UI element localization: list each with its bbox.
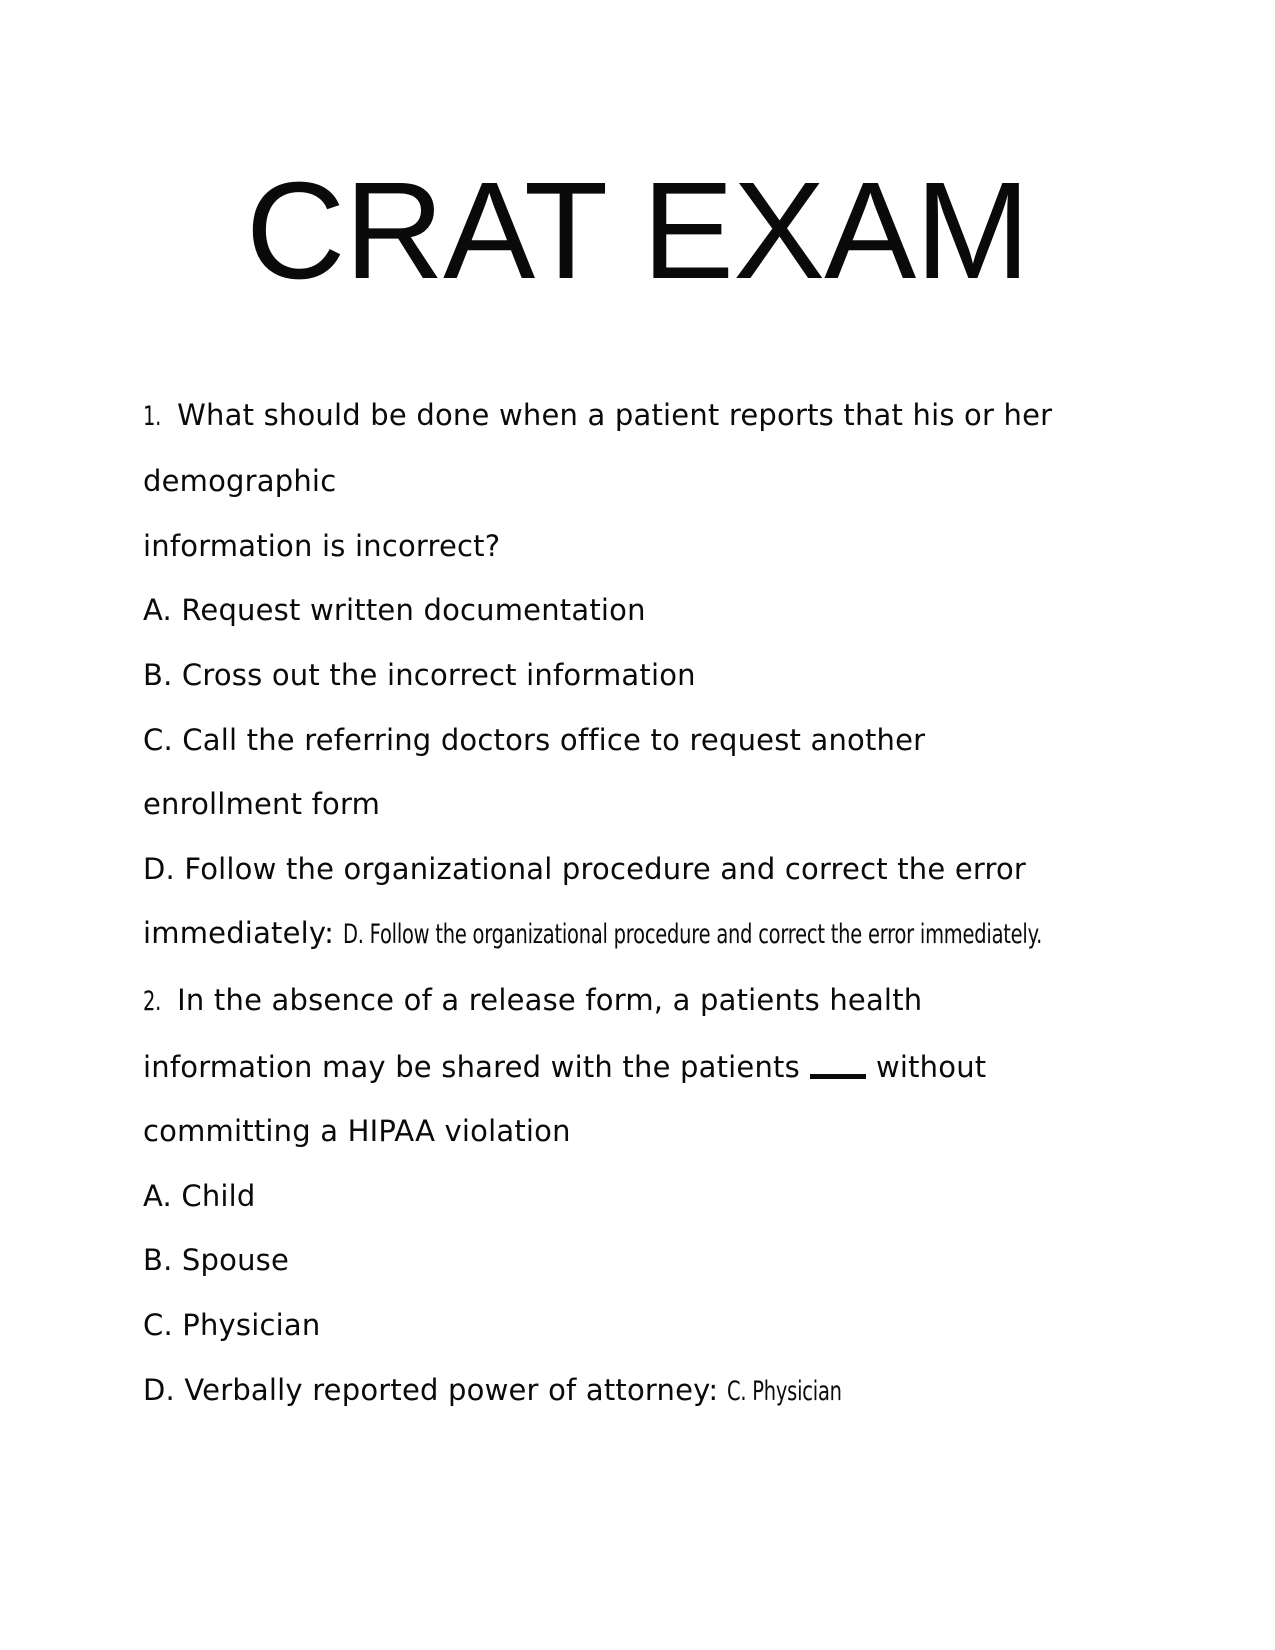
line-text: immediately: <box>143 916 335 951</box>
line-text: information is incorrect? <box>143 528 501 563</box>
text-line <box>143 578 1195 643</box>
text-line <box>143 1035 1195 1100</box>
fill-in-blank <box>810 1074 866 1079</box>
line-text: B. Spouse <box>143 1243 290 1278</box>
line-text: B. Cross out the incorrect information <box>143 658 696 693</box>
text-line <box>143 1164 1195 1229</box>
line-text: What should be done when a patient reports that his or her <box>177 397 1053 432</box>
line-text: C. Physician <box>143 1308 321 1342</box>
line-text: D. Follow the organizational procedure and correct the error <box>143 851 1027 886</box>
line-text: A. Child <box>143 1178 256 1213</box>
text-line <box>143 514 1195 579</box>
question-list <box>0 383 1275 1425</box>
line-text: C. Call the referring doctors office to request another <box>143 722 926 757</box>
page-title: CRAT EXAM <box>245 154 1030 308</box>
line-text: demographic <box>143 464 337 499</box>
line-text: information may be shared with the patients <box>143 1049 800 1084</box>
line-text: In the absence of a release form, a patients health <box>177 983 923 1018</box>
question-number: 2. <box>143 986 162 1018</box>
text-line <box>143 1099 1195 1164</box>
text-line <box>143 449 1195 514</box>
question-number: 1. <box>143 400 162 432</box>
text-line <box>143 383 1195 450</box>
line-text: enrollment form <box>143 787 381 822</box>
text-line <box>143 1358 1195 1425</box>
inline-answer-text: C. Physician <box>727 1375 843 1407</box>
text-line <box>143 837 1195 902</box>
inline-answer-text: D. Follow the organizational procedure and correct the error immediately. <box>343 919 1043 951</box>
line-text: D. Verbally reported power of attorney: <box>143 1372 719 1407</box>
line-text-after-blank: without <box>875 1049 987 1084</box>
line-text: A. Request written documentation <box>143 593 646 628</box>
text-line <box>143 1293 1195 1358</box>
text-line <box>143 968 1195 1035</box>
text-line <box>143 1228 1195 1293</box>
text-line <box>143 643 1195 708</box>
line-text: committing a HIPAA violation <box>143 1114 571 1149</box>
text-line <box>143 708 1195 773</box>
text-line <box>143 772 1195 837</box>
text-line <box>143 901 1195 968</box>
